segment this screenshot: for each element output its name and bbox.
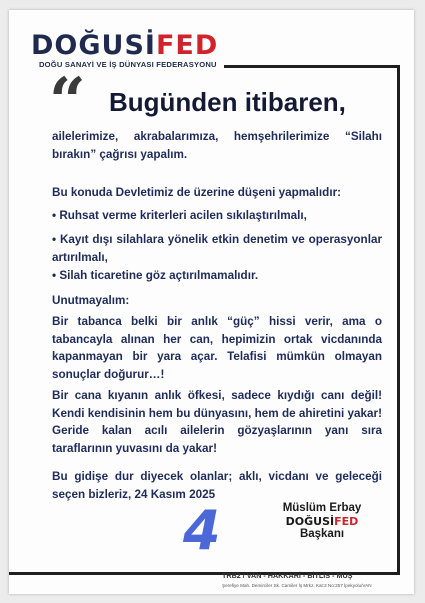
bullet-item: • Kayıt dışı silahlara yönelik etkin denetim ve operasyonlar artırılmalı, [52, 233, 382, 264]
logo-subtitle: DOĞU SANAYİ VE İŞ DÜNYASI FEDERASYONU [39, 60, 217, 69]
document-page [9, 10, 414, 594]
paragraph-state-duty: Bu konuda Devletimiz de üzerine düşeni yapmalıdır: [52, 186, 342, 199]
paragraph-gun: Bir tabanca belki bir anlık “güç” hissi verir, ama o tabancayla alınan her can, hepimizin ortak vicdanında kapanmayan bir yara açar. Telafisi mümkün olmayan sonuçlar doğurur…! [52, 315, 382, 381]
signer-name: Müslüm Erbay [282, 502, 362, 514]
signature-block [267, 502, 377, 541]
frame-line-top [224, 65, 400, 68]
quote-mark-icon: “ [49, 64, 86, 139]
bullet-list [52, 207, 382, 225]
signer-org-red: FED [334, 515, 359, 528]
bullet-list-2 [52, 231, 382, 266]
signer-org [267, 515, 377, 528]
paragraph-anger: Bir cana kıyanın anlık öfkesi, sadece kıydığı canı değil! Kendi kendisinin hem bu dünyasını, hem de ahiretini yakar! Geride kalan acılı ailelerin gözyaşlarının yanı sıra taraflarının yuvasını da yakar! [52, 389, 382, 455]
footer-cities: TRB2 / VAN - HAKKARİ - BİTLİS - MUŞ [222, 571, 353, 580]
footer-address: Şerefiye Mah. Demirciler Sk. Camiler İş Mrkz. Kat:2 No:257 İpekyolu/VAN [222, 583, 372, 588]
headline: Bugünden itibaren, [109, 87, 346, 117]
paragraph-remember: Unutmayalım: [52, 294, 130, 307]
bullet-item: • Silah ticaretine göz açtırılmamalıdır. [52, 269, 259, 282]
big-number-four: 4 [183, 499, 221, 562]
bullet-list-3 [52, 267, 382, 285]
logo-text-red: FED [155, 30, 219, 61]
paragraph-closing: Bu gidişe dur diyecek olanlar; aklı, vicdanı ve geleceği seçen bizleriz, 24 Kasım 2025 [52, 470, 382, 501]
signer-title: Başkanı [299, 528, 345, 540]
logo-text-dark: DOĞUSİ [31, 30, 156, 61]
frame-line-right [397, 65, 400, 575]
paragraph-intro: ailelerimize, akrabalarımıza, hemşehrilerimize “Silahı bırakın” çağrısı yapalım. [52, 130, 382, 161]
org-logo [31, 30, 218, 60]
bullet-item: • Ruhsat verme kriterleri acilen sıkılaştırılmalı, [52, 209, 307, 222]
signer-org-dark: DOĞUSİ [285, 515, 335, 528]
